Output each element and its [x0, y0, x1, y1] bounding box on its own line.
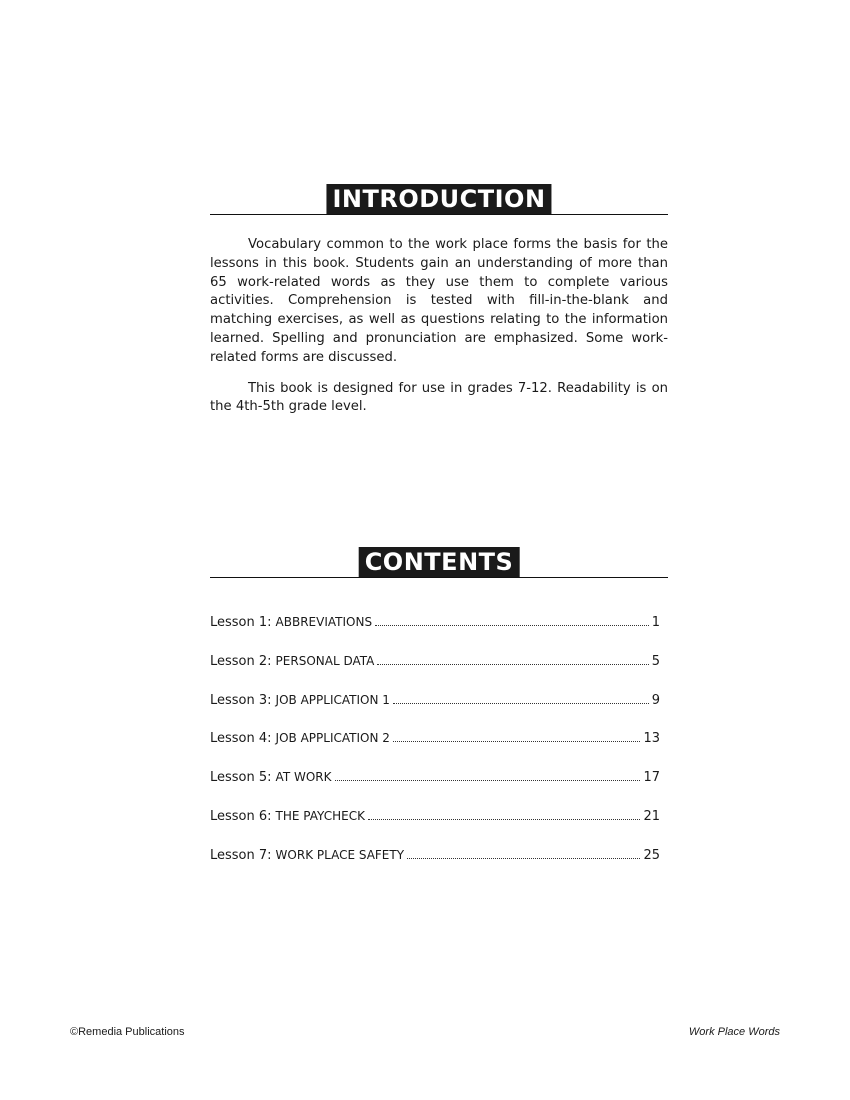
toc-lesson-title: PERSONAL DATA — [275, 653, 375, 668]
toc-dot-leader — [335, 780, 641, 781]
introduction-body — [210, 236, 668, 429]
toc-lesson-number: Lesson 3: — [210, 692, 272, 708]
contents-rule — [210, 577, 668, 578]
introduction-paragraph-2: This book is designed for use in grades 7-12. Readability is on the 4th-5th grade level. — [210, 380, 668, 415]
toc-entry-lesson-5 — [210, 767, 660, 806]
introduction-heading-block — [210, 184, 668, 215]
toc-dot-leader — [407, 858, 640, 859]
toc-lesson-number: Lesson 5: — [210, 770, 272, 786]
contents-heading: CONTENTS — [359, 547, 520, 577]
toc-lesson-title: THE PAYCHECK — [275, 808, 365, 823]
contents-heading-block — [210, 547, 668, 578]
toc-entry-lesson-7 — [210, 845, 660, 884]
toc-page-number: 1 — [651, 615, 660, 630]
toc-lesson-title: JOB APPLICATION 2 — [275, 731, 390, 746]
toc-page-number: 13 — [643, 731, 660, 747]
toc-entry-lesson-1 — [210, 612, 660, 651]
toc-lesson-number: Lesson 2: — [210, 653, 272, 669]
footer-book-title: Work Place Words — [688, 1026, 780, 1038]
toc-entry-lesson-2 — [210, 651, 660, 690]
introduction-heading: INTRODUCTION — [326, 184, 551, 214]
toc-page-number: 25 — [643, 847, 660, 863]
toc-lesson-number: Lesson 7: — [210, 847, 272, 863]
toc-lesson-title: ABBREVIATIONS — [275, 615, 373, 629]
toc-page-number: 17 — [643, 770, 660, 786]
toc-lesson-number: Lesson 1: — [210, 615, 272, 630]
toc-page-number: 9 — [651, 692, 660, 708]
toc-lesson-title: WORK PLACE SAFETY — [275, 847, 405, 862]
toc-page-number: 5 — [651, 653, 660, 669]
toc-page-number: 21 — [643, 808, 660, 824]
toc-dot-leader — [393, 703, 649, 704]
toc-dot-leader — [368, 819, 641, 820]
table-of-contents — [210, 612, 660, 884]
introduction-rule — [210, 214, 668, 215]
toc-lesson-number: Lesson 4: — [210, 731, 272, 747]
introduction-paragraph-1: Vocabulary common to the work place forms the basis for the lessons in this book. Students gain an understanding of more than 65 work-related words as they use them to complete various activities. Comprehension is tested with fill-in-the-blank and matching exercises, as well as questions relating to the information learned. Spelling and pronunciation are emphasized. Some work-related forms are discussed. — [210, 237, 668, 365]
toc-lesson-number: Lesson 6: — [210, 808, 272, 824]
toc-entry-lesson-4 — [210, 728, 660, 767]
toc-entry-lesson-3 — [210, 690, 660, 729]
toc-lesson-title: AT WORK — [275, 770, 332, 785]
toc-entry-lesson-6 — [210, 806, 660, 845]
toc-lesson-title: JOB APPLICATION 1 — [275, 692, 390, 707]
toc-dot-leader — [375, 625, 649, 626]
toc-dot-leader — [393, 741, 641, 742]
toc-dot-leader — [377, 664, 648, 665]
footer-publisher: ©Remedia Publications — [70, 1026, 185, 1038]
